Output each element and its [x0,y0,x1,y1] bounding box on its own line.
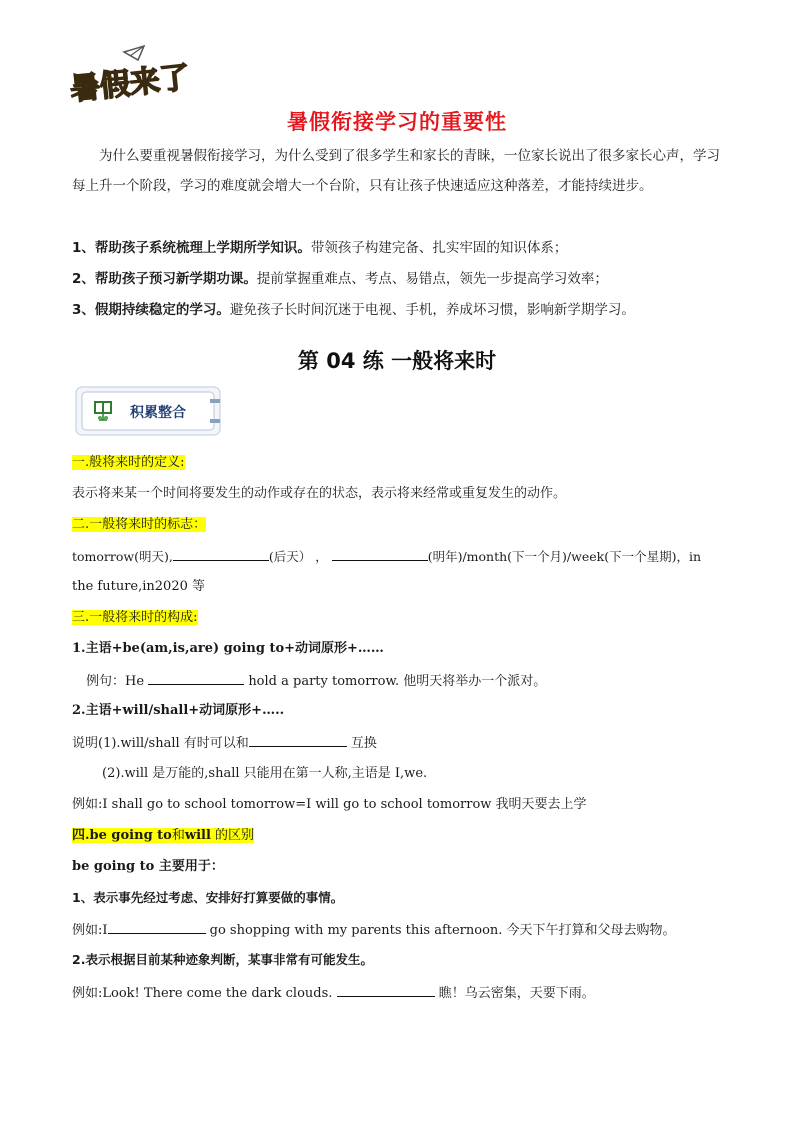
section-2-heading: 二.一般将来时的标志： [72,517,207,532]
section-1-heading: 一.般将来时的定义: [72,455,185,470]
lesson-title: 第 04 练 一般将来时 [297,349,497,373]
note-2: (2).will 是万能的,shall 只能用在第一人称,主语是 I,we. [102,766,428,781]
point-3 [72,300,732,320]
section-1-text: 表示将来某一个时间将要发生的动作或存在的状态，表示将来经常或重复发生的动作。 [72,486,567,501]
page-title: 暑假衔接学习的重要性 [287,110,507,134]
intro-paragraph: 为什么要重视暑假衔接学习，为什么受到了很多学生和家长的青睐，一位家长说出了很多家长心声，学习每上升一个阶段，学习的难度就会增大一个台阶，只有让孩子快速适应这种落差，才能持续进步。 [72,148,720,194]
svg-text:暑假来了: 暑假来了 [68,60,192,108]
section-banner [74,383,224,439]
point-text: 提前掌握重难点、考点、易错点，领先一步提高学习效率； [256,271,608,287]
answer-blank[interactable] [173,546,269,561]
answer-blank[interactable] [249,732,347,747]
section-4-heading: 四.be going to和will 的区别 [72,828,255,843]
point-text: 带领孩子构建完备、扎实牢固的知识体系； [310,240,568,256]
point-number: 2、 [72,271,95,287]
formula-1: 1.主语+be(am,is,are) going to+动词原形+…… [72,641,384,656]
point-1 [72,238,732,258]
section-2-line-cont: the future,in2020 等 [72,579,205,594]
answer-blank[interactable] [108,919,206,934]
usage-1: 1、表示事先经过考虑、安排好打算要做的事情。 [72,890,344,905]
point-number: 3、 [72,302,95,318]
note-1: 说明(1).will/shall 有时可以和 互换 [72,732,377,754]
formula-2: 2.主语+will/shall+动词原形+….. [72,703,285,718]
section-3-heading: 三.一般将来时的构成: [72,610,198,625]
usage-2: 2.表示根据目前某种迹象判断，某事非常有可能发生。 [72,952,373,967]
answer-blank[interactable] [337,982,435,997]
answer-blank[interactable] [332,546,428,561]
point-number: 1、 [72,240,95,256]
example-1: 例句：He hold a party tomorrow. 他明天将举办一个派对。 [86,670,546,692]
point-bold: 帮助孩子系统梳理上学期所学知识。 [94,240,311,256]
point-bold: 假期持续稳定的学习。 [94,302,230,318]
example-2: 例如:I shall go to school tomorrow=I will go to school tomorrow 我明天要去上学 [72,797,587,812]
usage-1-example: 例如:I go shopping with my parents this afternoon. 今天下午打算和父母去购物。 [72,919,676,941]
svg-text:积累整合: 积累整合 [130,405,186,421]
point-bold: 帮助孩子预习新学期功课。 [94,271,257,287]
point-text: 避免孩子长时间沉迷于电视、手机，养成坏习惯，影响新学期学习。 [229,302,635,318]
point-2 [72,269,732,289]
answer-blank[interactable] [148,670,244,685]
section-4-intro: be going to 主要用于： [72,859,224,874]
summer-logo [64,44,194,108]
section-2-line: tomorrow(明天), (后天） ， (明年)/month(下一个月)/week(下一个星期)，in [72,546,701,567]
usage-2-example: 例如:Look! There come the dark clouds. 瞧！乌云密集，天要下雨。 [72,982,595,1004]
